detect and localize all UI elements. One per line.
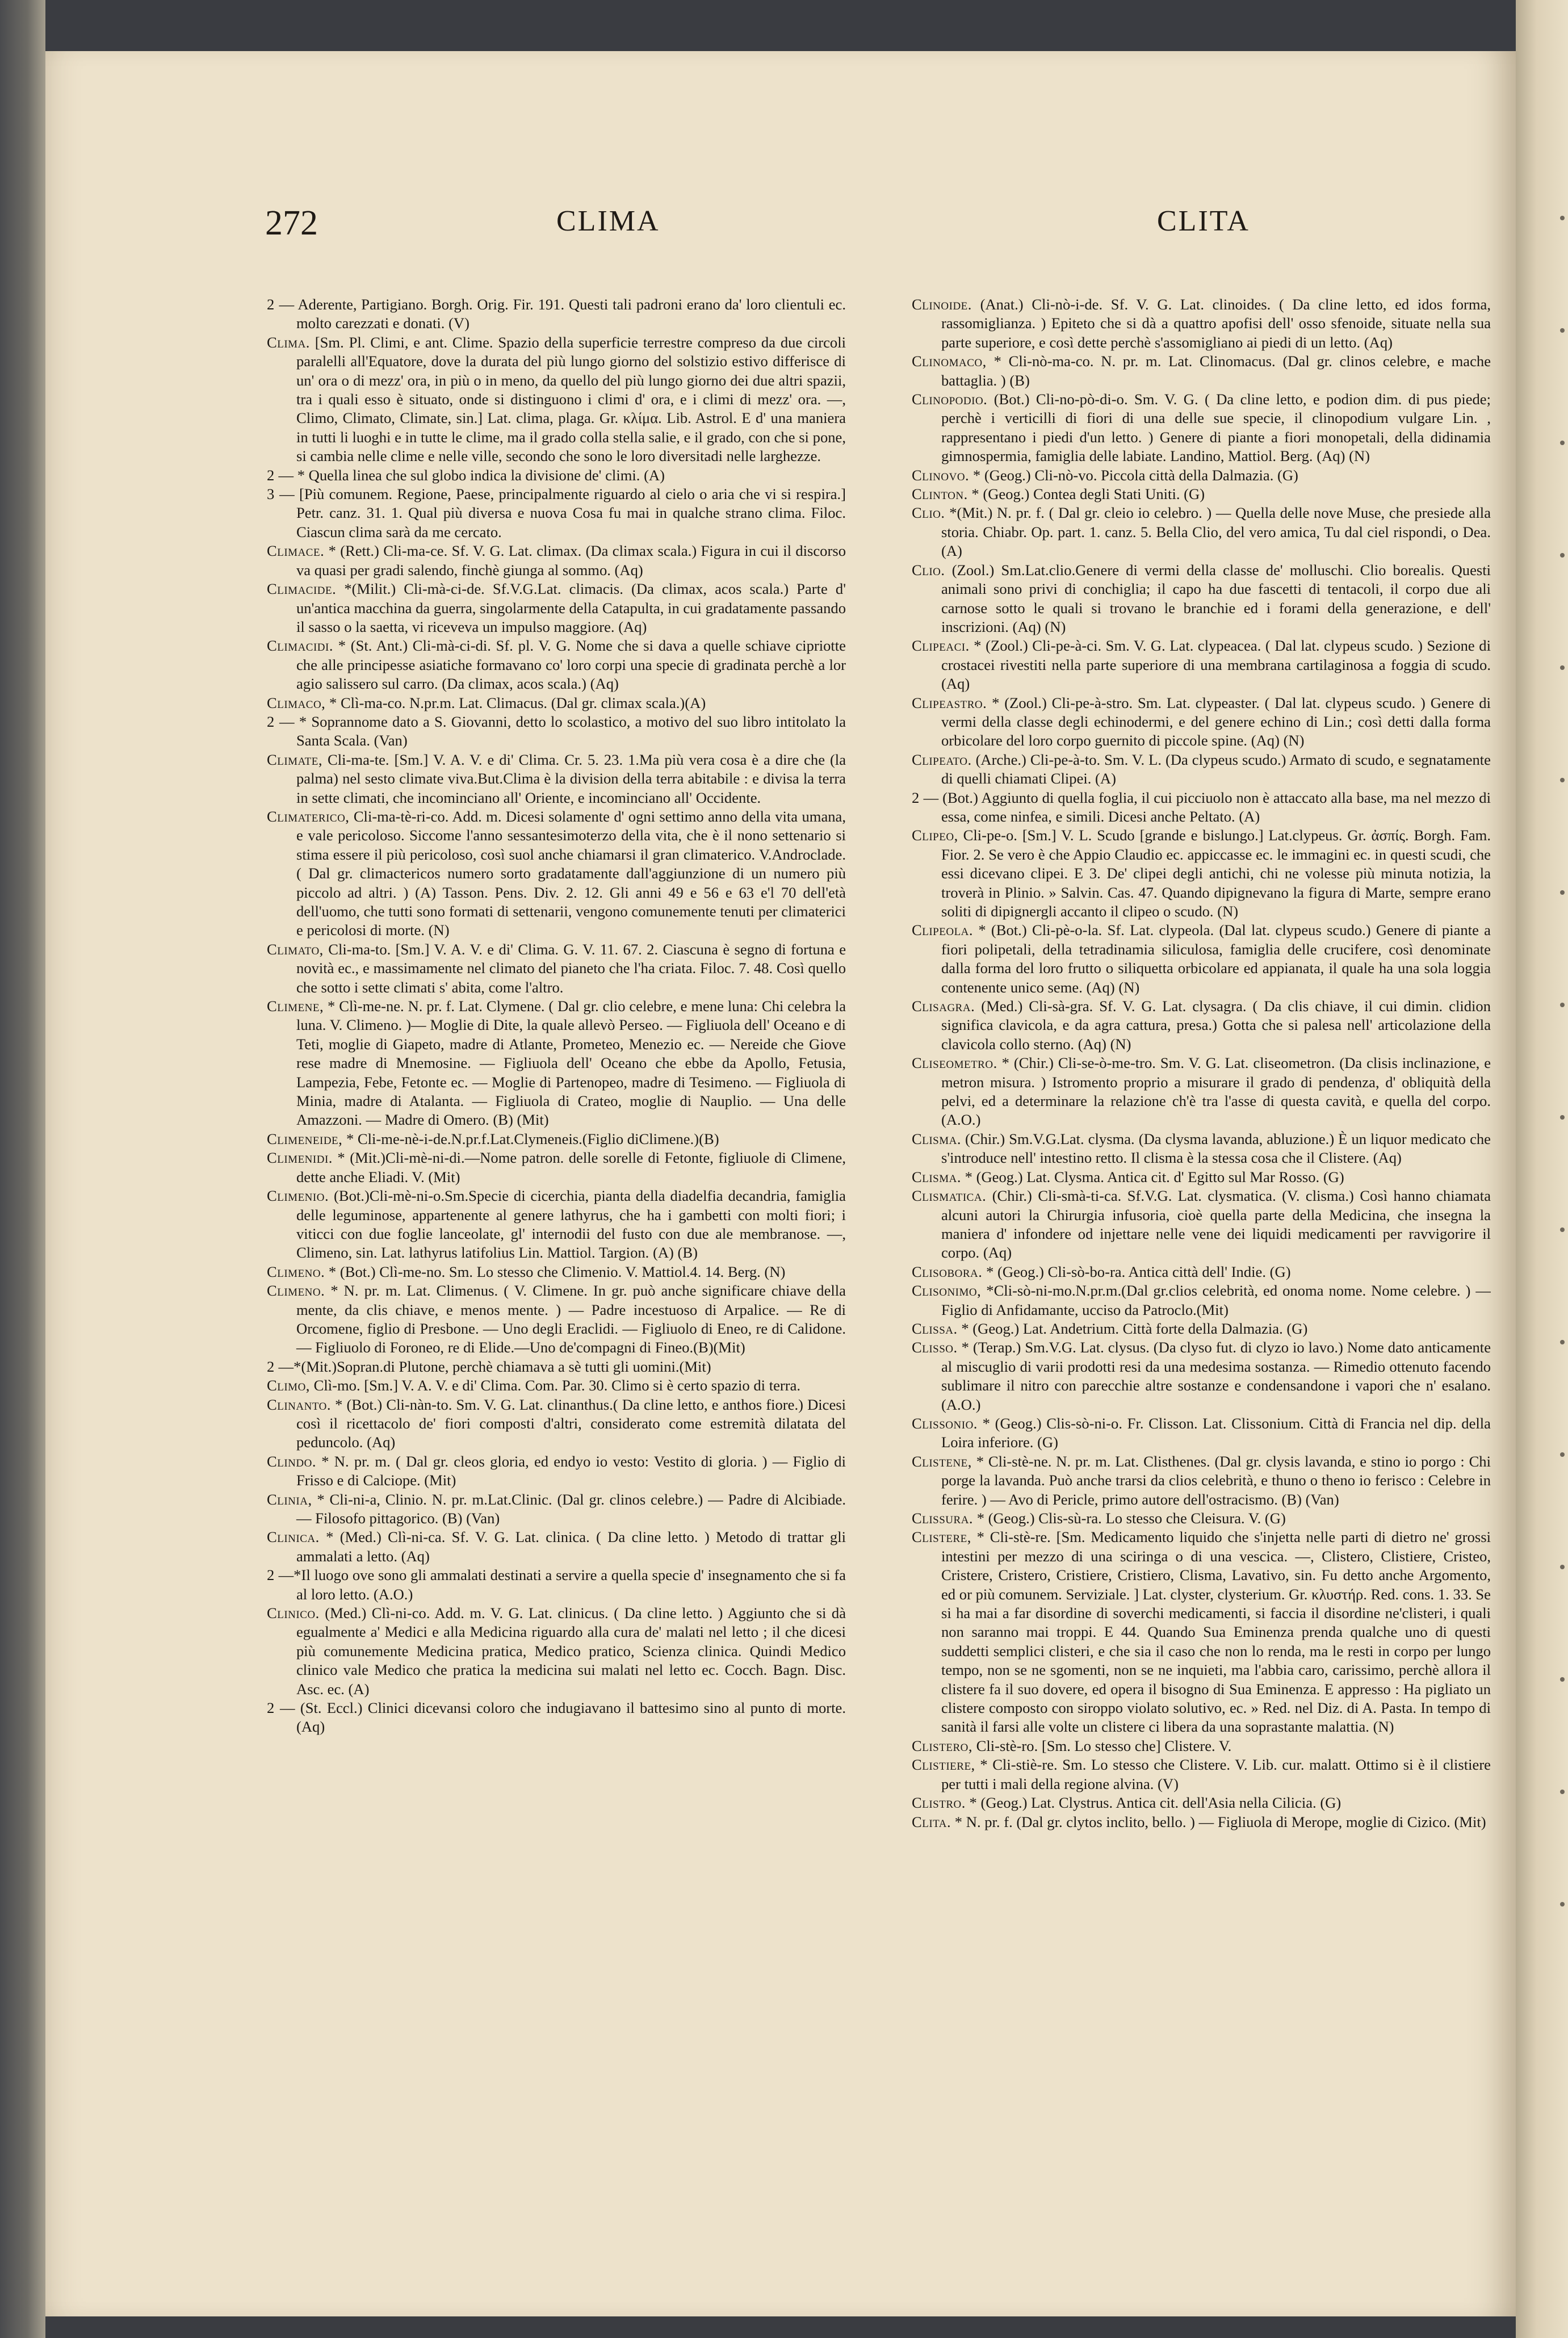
entry-headword: Clistiere, — [912, 1756, 975, 1774]
dictionary-entry — [267, 295, 846, 333]
entry-definition: *(Mit.) N. pr. f. ( Dal gr. cleio io celebro. ) — Quella delle nove Muse, che presiede alla storia. Chiabr. Op. part. 1. canz. 5. Bella Clio, del vero amica, Tu dal ciel rispondi, o Dea. (A) — [941, 504, 1491, 560]
dictionary-entry — [912, 1414, 1491, 1452]
entry-headword: Climeno. — [267, 1282, 325, 1300]
entry-definition: * (Rett.) Cli-ma-ce. Sf. V. G. Lat. climax. (Da climax scala.) Figura in cui il discorso va quasi per gradi salendo, finchè giunga al sommo. (Aq) — [296, 542, 846, 579]
dictionary-entry — [912, 826, 1491, 921]
entry-definition: (Bot.)Cli-mè-ni-o.Sm.Specie di cicerchia, pianta della diadelfia decandria, famiglia delle leguminose, appartenente al genere lathyrus, che ha i gambetti con molti fiori; i viticci con due foglie lanceolate, gl' internodii del fusto con due ale membranose. —, Climeno, sin. Lat. lathyrus latifolius Lin. Mattiol. Targion. (A) (B) — [296, 1187, 846, 1262]
dictionary-entry — [912, 1319, 1491, 1338]
dictionary-entry — [912, 561, 1491, 637]
dictionary-entry — [267, 1396, 846, 1452]
entry-headword: Climeneide, — [267, 1130, 343, 1147]
entry-headword: Climaco, — [267, 694, 326, 711]
entry-headword: 2 — [267, 1357, 275, 1375]
dictionary-entry — [912, 466, 1491, 485]
dictionary-entry — [912, 1187, 1491, 1263]
entry-definition: — * Quella linea che sul globo indica la divisione de' climi. (A) — [278, 466, 665, 484]
dictionary-entry — [267, 333, 846, 466]
entry-definition: (Chir.) Cli-smà-ti-ca. Sf.V.G. Lat. clysmatica. (V. clisma.) Così hanno chiamata alcuni autori la Chirurgia infusoria, cioè quella parte della Medicina, che insegna la maniera d' infondere od injettare nelle vene dei liquidi medicamenti per ravvigorire il corpo. (Aq) — [941, 1187, 1491, 1262]
entry-headword: Clissonio. — [912, 1414, 978, 1432]
dictionary-entry — [912, 390, 1491, 466]
dictionary-entry — [267, 1604, 846, 1699]
dictionary-entry — [912, 1054, 1491, 1130]
dictionary-entry — [912, 352, 1491, 390]
entry-headword: Clismatica. — [912, 1187, 987, 1205]
dictionary-entry — [267, 713, 846, 751]
entry-definition: * (Geog.) Contea degli Stati Uniti. (G) — [971, 485, 1205, 503]
dictionary-entry — [267, 466, 846, 485]
entry-headword: Clistro. — [912, 1794, 966, 1812]
entry-definition: * (Zool.) Cli-pe-à-stro. Sm. Lat. clypeaster. ( Dal lat. clypeus scudo. ) Genere di vermi della classe degli echinodermi, e del genere echino di Lin.; così detti dalla forma orbicolare del loro corpo guernito di piccole spine. (Aq) (N) — [941, 694, 1491, 749]
entry-definition: — (St. Eccl.) Clinici dicevansi coloro che indugiavano il battesimo sino al punto di morte. (Aq) — [280, 1699, 846, 1736]
entry-definition: * N. pr. m. ( Dal gr. cleos gloria, ed endyo io vesto: Vestito di gloria. ) — Figlio di Frisso e di Calciope. (Mit) — [296, 1452, 846, 1489]
entry-definition: * (Bot.) Cli-nàn-to. Sm. V. G. Lat. clinanthus.( Da cline letto, e anthos fiore.) Dicesi così il ricettacolo de' fiori composti d'altri, considerato come estremità dilatata del peduncolo. (Aq) — [296, 1396, 846, 1451]
dictionary-entry — [912, 1737, 1491, 1755]
entry-headword: Clipeato. — [912, 751, 972, 768]
dictionary-entry — [267, 997, 846, 1130]
entry-headword: Clinopodio. — [912, 391, 988, 408]
entry-headword: Clisso. — [912, 1339, 958, 1356]
dictionary-entry — [267, 1130, 846, 1149]
entry-definition: * Cli-nò-ma-co. N. pr. m. Lat. Clinomacus. (Dal gr. clinos celebre, e mache battaglia. ) (B) — [941, 353, 1491, 389]
entry-headword: Climacidi. — [267, 637, 333, 655]
dictionary-entry — [267, 1357, 846, 1376]
entry-headword: Climene, — [267, 998, 324, 1015]
dictionary-entry — [912, 1509, 1491, 1528]
entry-definition: * (Zool.) Cli-pe-à-ci. Sm. V. G. Lat. clypeacea. ( Dal lat. clypeus scudo. ) Sezione di crostacei rivestiti nella parte superiore di una membrana cartilaginosa a foggia di scudo. (Aq) — [941, 637, 1491, 693]
entry-definition: * (Geog.) Lat. Clysma. Antica cit. d' Egitto sul Mar Rosso. (G) — [965, 1168, 1344, 1185]
entry-definition: * (Chir.) Cli-se-ò-me-tro. Sm. V. G. Lat. cliseometron. (Da clisis inclinazione, e metron misura. ) Istromento proprio a misurare il grado di pendenza, d' obliquità della pelvi, ed a determinare la relazione ch'è tra l'asse di questa cavità, e quella del corpo. (A.O.) — [941, 1054, 1491, 1129]
entry-definition: * (Terap.) Sm.V.G. Lat. clysus. (Da clyso fut. di clyzo io lavo.) Nome dato anticamente al miscuglio di varii prodotti resi da una medesima sostanza. — Rimedio ottenuto facendo sublimare il nitro con parecchie altre sostanze e condensandone i vapori che n' esalano.(A.O.) — [941, 1339, 1491, 1413]
entry-headword: Clipeo, — [912, 827, 958, 844]
entry-definition: — (Bot.) Aggiunto di quella foglia, il cui picciuolo non è attaccato alla base, ma nel mezzo di essa, come ninfea, e simili. Dicesi anche Peltato. (A) — [923, 789, 1491, 825]
entry-definition: * (Geog.) Clis-sò-ni-o. Fr. Clisson. Lat. Clissonium. Città di Francia nel dip. della Loira inferiore. (G) — [941, 1414, 1491, 1451]
entry-definition: Cli-ma-te. [Sm.] V. A. V. e di' Clima. Cr. 5. 23. 1.Ma più vera cosa è a dire che (la palma) nel sesto climate viva.But.Clima è la division della terra abitabile : e divisa la terra in sette climati, che incominciano all' Oriente, e incominciano all' Occidente. — [296, 751, 846, 806]
dictionary-entry — [912, 1452, 1491, 1509]
entry-definition: * (Geog.) Lat. Andetrium. Città forte della Dalmazia. (G) — [961, 1319, 1308, 1337]
dictionary-entry — [912, 485, 1491, 504]
dictionary-page — [45, 51, 1516, 2316]
entry-headword: Climace. — [267, 542, 325, 560]
entry-headword: Clistere, — [912, 1528, 971, 1546]
entry-headword: Climenio. — [267, 1187, 329, 1205]
entry-definition: * Cli-me-nè-i-de.N.pr.f.Lat.Clymeneis.(Figlio diClimene.)(B) — [346, 1130, 719, 1147]
dictionary-entry — [267, 751, 846, 807]
entry-definition: * (St. Ant.) Cli-mà-ci-di. Sf. pl. V. G. Nome che si dava a quelle schiave cipriotte che alle principesse asiatiche formavano co' loro corpi una specie di gradinata perchè a lor agio salissero sul carro. (Da climax, acos scala.) (Aq) — [296, 637, 846, 693]
entry-headword: Climaterico, — [267, 807, 350, 825]
entry-definition: — * Soprannome dato a S. Giovanni, detto lo scolastico, a motivo del suo libro intitolato la Santa Scala. (Van) — [279, 713, 846, 749]
entry-headword: Clistero, — [912, 1737, 972, 1754]
entry-definition: — [Più comunem. Regione, Paese, principalmente riguardo al cielo o aria che vi si respira.] Petr. canz. 31. 1. Qual più diversa e nuova Cosa fu mai in qualche strano clima. Filoc. Ciascun clima sarà da me cercato. — [279, 485, 846, 540]
dictionary-entry — [267, 807, 846, 940]
dictionary-entry — [267, 1452, 846, 1490]
right-running-head: CLITA — [1157, 205, 1250, 237]
entry-headword: Clipeola. — [912, 921, 974, 939]
dictionary-entry — [267, 1699, 846, 1737]
entry-headword: 2 — [267, 713, 275, 730]
entry-headword: Clinanto. — [267, 1396, 331, 1413]
dictionary-entry — [267, 694, 846, 713]
entry-headword: Clinomaco, — [912, 353, 987, 370]
entry-headword: Climeno. — [267, 1263, 325, 1280]
entry-headword: Clistene, — [912, 1452, 972, 1470]
entry-definition: * (Bot.) Cli-pè-o-la. Sf. Lat. clypeola. (Dal lat. clypeus scudo.) Genere di piante a fiori polipetali, della tetradinamia siliculosa, famiglia delle crucifere, così denominate dalla forma del loro frutto o siliquetta orbicolare ed appianata, il quale ha una sola loggia contenente unico seme. (Aq) (N) — [941, 921, 1491, 996]
dictionary-entry — [912, 636, 1491, 693]
right-column — [912, 295, 1491, 2101]
entry-headword: Clinica. — [267, 1528, 320, 1546]
dictionary-entry — [267, 1149, 846, 1187]
book-spine-shadow — [0, 0, 45, 2338]
page-header — [45, 203, 1516, 254]
entry-definition: (Chir.) Sm.V.G.Lat. clysma. (Da clysma lavanda, abluzione.) È un liquor medicato che s'introduce nell' intestino retto. Il clisma è la stessa cosa che il Clistere. (Aq) — [941, 1130, 1491, 1167]
entry-headword: Climate, — [267, 751, 323, 768]
entry-definition: * N. pr. m. Lat. Climenus. ( V. Climene. In gr. può anche significare chiave della mente, da clis chiave, e menos mente. ) — Padre incestuoso di Arpalice. — Re di Orcomene, figlio di Presbone. — Uno degli Eraclidi. — Figliuolo di Eneo, re di Calidone.— Figliuolo di Foroneo, re di Elide.—Uno de'compagni di Fineo.(B)(Mit) — [296, 1282, 846, 1356]
entry-definition: Cli-stè-ro. [Sm. Lo stesso che] Clistere. V. — [976, 1737, 1232, 1754]
entry-definition: * Cli-stè-ne. N. pr. m. Lat. Clisthenes. (Dal gr. clysis lavanda, e stino io porgo : Chi porge la lavanda. Può anche trarsi da clios celebrità, e thuno o theno io ferisco : Celebre in ferire. ) — Avo di Pericle, primo autore dell'ostracismo. (B) (Van) — [941, 1452, 1491, 1508]
entry-headword: Clissa. — [912, 1319, 958, 1337]
entry-headword: Climo, — [267, 1377, 310, 1394]
entry-definition: (Arche.) Cli-pe-à-to. Sm. V. L. (Da clypeus scudo.) Armato di scudo, e segnatamente di quelli chiamati Clipei. (A) — [941, 751, 1491, 787]
entry-headword: 2 — [267, 296, 275, 313]
entry-headword: Clipeastro. — [912, 694, 987, 711]
entry-headword: Clinoide. — [912, 296, 972, 313]
dictionary-entry — [912, 1168, 1491, 1187]
entry-definition: *Cli-sò-ni-mo.N.pr.m.(Dal gr.clios celebrità, ed onoma nome. Nome celebre. ) — Figlio di Anfidamante, ucciso da Patroclo.(Mit) — [941, 1282, 1491, 1318]
dictionary-entry — [912, 789, 1491, 827]
entry-headword: Climenidi. — [267, 1149, 333, 1167]
dictionary-entry — [912, 1528, 1491, 1736]
entry-definition: —*(Mit.)Sopran.di Plutone, perchè chiamava a sè tutti gli uomini.(Mit) — [278, 1357, 711, 1375]
dictionary-entry — [912, 504, 1491, 560]
dictionary-entry — [912, 1794, 1491, 1812]
entry-definition: * (Geog.) Cli-sò-bo-ra. Antica città dell' Indie. (G) — [986, 1263, 1291, 1280]
dictionary-entry — [267, 1566, 846, 1604]
entry-definition: (Med.) Cli-sà-gra. Sf. V. G. Lat. clysagra. ( Da clis chiave, il cui dimin. clidion significa clavicola, e da agra cattura, presa.) Gotta che si palesa nell' articolazione della clavicola collo sterno. (Aq) (N) — [941, 998, 1491, 1053]
entry-headword: Clissura. — [912, 1510, 974, 1527]
entry-definition: Cli-pe-o. [Sm.] V. L. Scudo [grande e bislungo.] Lat.clypeus. Gr. ἀσπίς. Borgh. Fam. Fior. 2. Se vero è che Appio Claudio ec. appiccasse ec. le immagini ec. in questi scudi, che essi dicevano clipei. E 3. De' clipei degli antichi, chi ne volesse più minuta notizia, la troverà in Plinio. » Salvin. Cas. 47. Quando dipignevano la figura di Marte, sempre erano soliti di dipignergli accanto il clipeo o scudo. (N) — [941, 827, 1491, 920]
dictionary-entry — [267, 1187, 846, 1263]
entry-headword: Clinovo. — [912, 466, 970, 484]
entry-headword: 2 — [267, 1566, 275, 1584]
entry-definition: * Clì-me-ne. N. pr. f. Lat. Clymene. ( Dal gr. clio celebre, e mene luna: Chi celebra la luna. V. Climeno. )— Moglie di Dite, la quale allevò Perseo. — Figliuola dell' Oceano e di Teti, moglie di Giapeto, madre di Atlante, Prometeo, Menezio ec. — Nereide che Giove rese madre di Mnemosine. — Figliuola dell' Oceano che ebbe da Apollo, Fetusia, Lampezia, Febe, Fetonte ec. — Moglie di Partenopeo, madre di Tesimeno. — Figliuola di Minia, madre di Atalanta. — Figliuola di Crateo, moglie di Nauplio. — Una delle Amazzoni. — Madre di Omero. (B) (Mit) — [296, 998, 846, 1129]
dictionary-entry — [267, 485, 846, 542]
entry-definition: * (Med.) Clì-ni-ca. Sf. V. G. Lat. clinica. ( Da cline letto. ) Metodo di trattar gli ammalati a letto. (Aq) — [296, 1528, 846, 1565]
entry-headword: Clisagra. — [912, 998, 975, 1015]
dictionary-entry — [912, 997, 1491, 1054]
entry-definition: —*Il luogo ove sono gli ammalati destinati a servire a quella specie d' insegnamento che si fa al loro letto. (A.O.) — [278, 1566, 846, 1603]
entry-definition: * Cli-ni-a, Clinio. N. pr. m.Lat.Clinic. (Dal gr. clinos celebre.) — Padre di Alcibiade. — Filosofo pittagorico. (B) (Van) — [296, 1490, 846, 1527]
entry-headword: Clita. — [912, 1813, 951, 1830]
entry-definition: — Aderente, Partigiano. Borgh. Orig. Fir. 191. Questi tali padroni erano da' loro clientuli ec. molto carezzati e donati. (V) — [279, 296, 846, 332]
entry-definition: [Sm. Pl. Climi, e ant. Clime. Spazio della superficie terrestre compreso da due circoli paralelli all'Equatore, dove la durata del più lungo giorno del solstizio estivo differisce di un' ora o di mezz' ora, in più o in meno, da quello del più lungo giorno dei due altri spazii, tra i quali esso è situato, onde si distinguono i climi d' ora, e i climi di mezz' ora. —, Climo, Climato, Climate, sin.] Lat. clima, plaga. Gr. κλίμα. Lib. Astrol. E d' una maniera in tutti li luoghi e in tutte le clime, ma il grado colla stella salie, e il grado, con che si pone, si cambia nelle clime e nelle ville, secondo che sono le loro diversitadi nelle larghezze. — [296, 333, 846, 465]
entry-headword: 2 — [267, 466, 275, 484]
entry-definition: * Cli-stè-re. [Sm. Medicamento liquido che s'injetta nelle parti di dietro ne' grossi intestini per mezzo di una sciringa o di una vescica. —, Clistero, Clistiere, Cristeo, Cristere, Cristero, Cristiere, Cristiero, Clisma, Lavativo, sin. Fu detto anche Argomento, ed or più comunem. Serviziale. ] Lat. clyster, clysterium. Gr. κλυστήρ. Red. cons. 1. 33. Se si ha mai a far disordine di soverchi medicamenti, si faccia il disordine ne'clisteri, i quali non saranno mai troppi. E 44. Quando Sua Eminenza prenda qualche uno di questi suddetti semplici clisteri, e che sia il caso che non lo renda, ma le resti in corpo per lungo tempo, non se ne sgomenti, non se ne inquieti, ma l'abbia caro, carissimo, perchè allora il clistere fa il suo dovere, ed opera il bisogno di Sua Eminenza. E appresso : Ha pigliato un clistere composto con siroppo violato solutivo, ec. » Red. nel Diz. di A. Pasta. In tempo di sanità il farsi alle volte un clistere ci libera da una soprastante malattia. (N) — [941, 1528, 1491, 1736]
entry-definition: * Cli-stiè-re. Sm. Lo stesso che Clistere. V. Lib. cur. malatt. Ottimo si è il clistiere per tutti i mali della regione alvina. (V) — [941, 1756, 1491, 1792]
entry-definition: * Clì-ma-co. N.pr.m. Lat. Climacus. (Dal gr. climax scala.)(A) — [329, 694, 706, 711]
entry-headword: Clinton. — [912, 485, 968, 503]
dictionary-entry — [912, 921, 1491, 997]
dictionary-entry — [912, 1338, 1491, 1414]
entry-definition: * (Geog.) Lat. Clystrus. Antica cit. dell'Asia nella Cilicia. (G) — [969, 1794, 1341, 1812]
entry-definition: * (Mit.)Cli-mè-ni-di.—Nome patron. delle sorelle di Fetonte, figliuole di Climene, dette anche Eliadi. V. (Mit) — [296, 1149, 846, 1185]
dictionary-entry — [267, 636, 846, 693]
next-page-edge — [1516, 0, 1568, 2338]
entry-definition: Clì-mo. [Sm.] V. A. V. e di' Clima. Com. Par. 30. Climo si è certo spazio di terra. — [313, 1377, 801, 1394]
dictionary-entry — [912, 1130, 1491, 1168]
entry-headword: Clipeaci. — [912, 637, 970, 655]
dictionary-entry — [912, 751, 1491, 789]
dictionary-entry — [267, 1263, 846, 1281]
dictionary-entry — [912, 1813, 1491, 1832]
dictionary-entry — [912, 1263, 1491, 1281]
dictionary-entry — [912, 1281, 1491, 1319]
left-running-head: CLIMA — [556, 205, 660, 237]
dictionary-entry — [267, 1528, 846, 1566]
entry-definition: (Bot.) Cli-no-pò-di-o. Sm. V. G. ( Da cline letto, e podion dim. di pus piede; perchè i verticilli di fiori di una delle sue specie, il clinopodium vulgare Lin. , rappresentano i piedi d'un letto. ) Genere di piante a fiori monopetali, della didinamia gimnospermia, famiglia delle labiate. Landino, Mattiol. Berg. (Aq) (N) — [941, 391, 1491, 465]
left-column — [267, 295, 846, 2101]
entry-headword: Climato, — [267, 940, 324, 958]
dictionary-entry — [267, 1281, 846, 1357]
entry-headword: Clindo. — [267, 1452, 316, 1470]
entry-definition: (Zool.) Sm.Lat.clio.Genere di vermi della classe de' molluschi. Clio borealis. Questi animali sono privi di conchiglia; il capo ha due fascetti di tentacoli, il corpo due ali carnose sotto le quali si trovano le branchie ed i forami della generazione, e dell' inscrizioni. (Aq) (N) — [941, 561, 1491, 635]
entry-definition: * (Geog.) Cli-nò-vo. Piccola città della Dalmazia. (G) — [972, 466, 1298, 484]
dictionary-entry — [912, 1755, 1491, 1794]
page-number: 272 — [265, 204, 318, 242]
dictionary-entry — [267, 542, 846, 580]
entry-headword: Clisonimo, — [912, 1282, 982, 1300]
dictionary-entry — [267, 1490, 846, 1528]
entry-headword: Cliseometro. — [912, 1054, 997, 1072]
dictionary-entry — [912, 295, 1491, 352]
entry-headword: Clima. — [267, 333, 310, 351]
dictionary-entry — [267, 580, 846, 636]
entry-definition: Cli-ma-tè-ri-co. Add. m. Dicesi solamente d' ogni settimo anno della vita umana, e vale pericoloso. Siccome l'anno sessantesimoterzo della vita, che è il nono settenario si stima essere il più pericoloso, così suol anche chiamarsi il gran climaterico. V.Androclade. ( Dal gr. climactericos numero sorto gradatamente dall'aggiunzione di un numero più piccolo ad altri. ) (A) Tasson. Pens. Div. 2. 12. Gli anni 49 e 56 e 63 e'l 70 dell'età dell'uomo, che tutti sono formati di settenarii, vengono comunemente tenuti per climaterici e pericolosi di morte. (N) — [296, 807, 846, 939]
entry-headword: 2 — [912, 789, 920, 806]
entry-definition: *(Milit.) Cli-mà-ci-de. Sf.V.G.Lat. climacis. (Da climax, acos scala.) Parte d' un'antica macchina da guerra, singolarmente della Catapulta, in cui gradatamente passando il sasso o la saetta, vi riceveva un impulso maggiore. (Aq) — [296, 580, 846, 635]
entry-definition: * (Geog.) Clis-sù-ra. Lo stesso che Cleisura. V. (G) — [976, 1510, 1286, 1527]
entry-definition: * N. pr. f. (Dal gr. clytos inclito, bello. ) — Figliuola di Merope, moglie di Cizico. (Mit) — [954, 1813, 1486, 1830]
entry-headword: 3 — [267, 485, 275, 503]
entry-headword: Clio. — [912, 561, 945, 579]
entry-headword: Clisobora. — [912, 1263, 983, 1280]
entry-headword: Clio. — [912, 504, 945, 522]
entry-headword: Clisma. — [912, 1168, 962, 1185]
dictionary-entry — [912, 694, 1491, 751]
dictionary-entry — [267, 1376, 846, 1395]
entry-definition: Cli-ma-to. [Sm.] V. A. V. e di' Clima. G. V. 11. 67. 2. Ciascuna è segno di fortuna e novità ec., e massimamente nel climato del pianeto che l'ha criata. Filoc. 7. 48. Così quello che sotto i sette climati s' abita, come l'altro. — [296, 940, 846, 996]
entry-headword: Clinia, — [267, 1490, 312, 1508]
entry-headword: Clinico. — [267, 1604, 320, 1622]
entry-definition: (Anat.) Cli-nò-i-de. Sf. V. G. Lat. clinoides. ( Da cline letto, ed idos forma, rassomiglianza. ) Epiteto che si dà a quattro apofisi dell' osso sfenoide, situate nella sua parte superiore, e così dette perchè s'assomigliano ai piedi di un letto. (Aq) — [941, 296, 1491, 351]
entry-headword: Climacide. — [267, 580, 337, 598]
dictionary-entry — [267, 940, 846, 997]
entry-definition: * (Bot.) Clì-me-no. Sm. Lo stesso che Climenio. V. Mattiol.4. 14. Berg. (N) — [328, 1263, 786, 1280]
entry-definition: (Med.) Clì-ni-co. Add. m. V. G. Lat. clinicus. ( Da cline letto. ) Aggiunto che si dà egualmente a' Medici e alla Medicina riguardo alla cura de' malati nel letto ; il che dicesi più comunemente Medicina pratica, Medico pratico, Scienza clinica. Quindi Medico clinico vale Medico che pratica la medicina sui malati nel letto ec. Cocch. Bagn. Disc. Asc. ec. (A) — [296, 1604, 846, 1698]
entry-headword: 2 — [267, 1699, 275, 1717]
entry-headword: Clisma. — [912, 1130, 962, 1147]
